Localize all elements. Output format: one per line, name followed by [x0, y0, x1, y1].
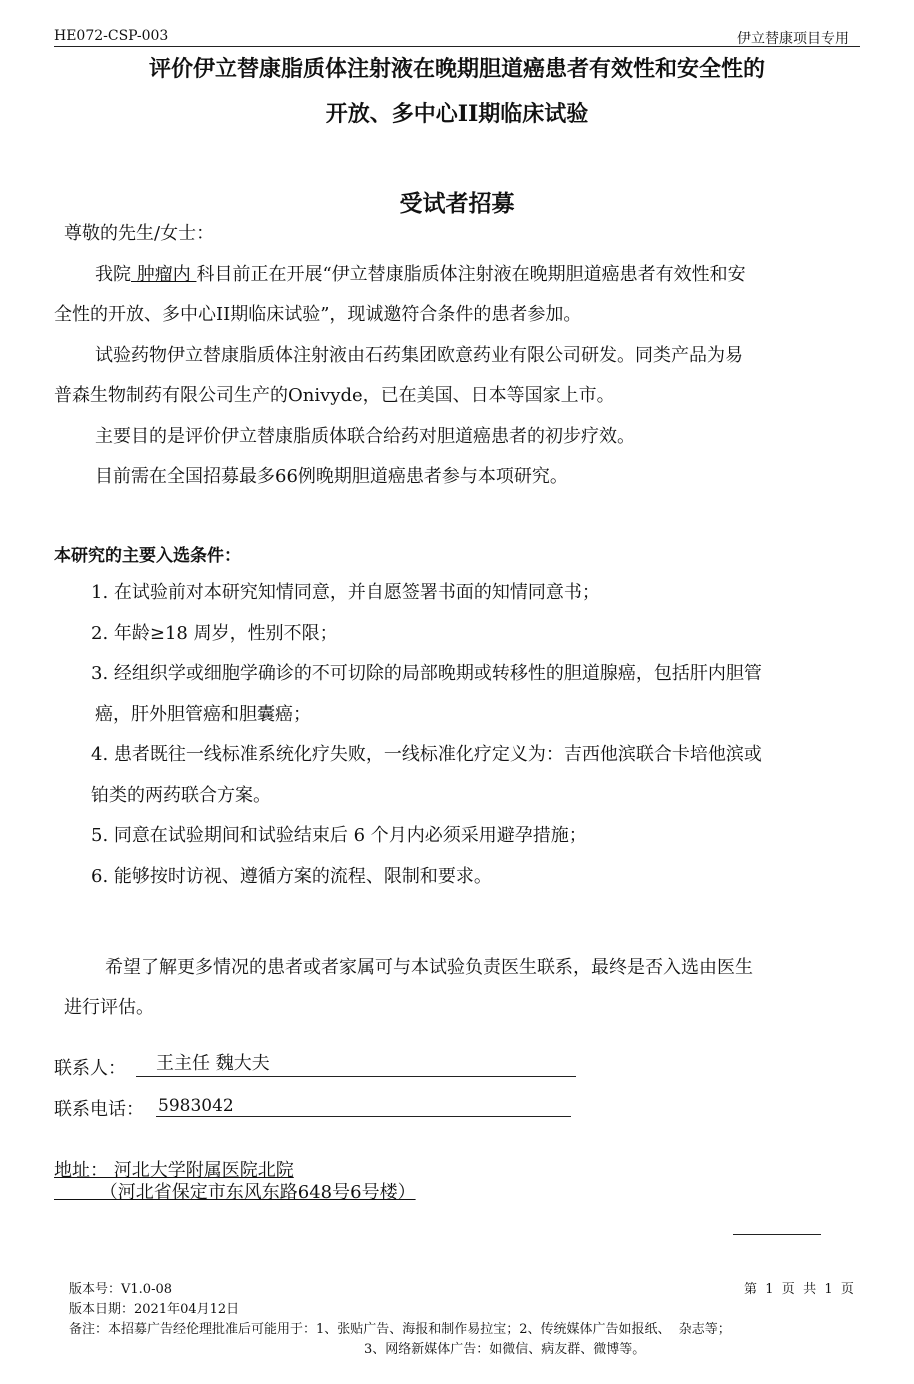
enrollment-target: 目前需在全国招募最多66例晚期胆道癌患者参与本项研究。 — [95, 466, 568, 487]
criterion-6: 6. 能够按时访视、遵循方案的流程、限制和要求。 — [91, 866, 492, 887]
intro-paragraph-1-line1 — [95, 263, 746, 287]
contact-person-underline — [136, 1076, 576, 1077]
project-tag: 伊立替康项目专用 — [737, 31, 849, 47]
contact-person-value: 王主任 魏大夫 — [156, 1053, 270, 1074]
address-hospital: 河北大学附属医院北院 — [108, 1160, 294, 1181]
greeting: 尊敬的先生/女士： — [64, 223, 215, 244]
criterion-4-line2: 铂类的两药联合方案。 — [91, 785, 271, 806]
footer-note-line2: 3、网络新媒体广告：如微信、病友群、微博等。 — [364, 1342, 646, 1357]
study-objective: 主要目的是评价伊立替康脂质体联合给药对胆道癌患者的初步疗效。 — [95, 426, 635, 447]
department-name: 肿瘤内 — [131, 264, 197, 285]
header-divider — [54, 46, 860, 47]
closing-line2: 进行评估。 — [64, 997, 154, 1018]
intro-paragraph-1-line2: 全性的开放、多中心II期临床试验”，现诚邀符合条件的患者参加。 — [54, 304, 582, 325]
criterion-4-line1: 4. 患者既往一线标准系统化疗失败，一线标准化疗定义为：吉西他滨联合卡培他滨或 — [91, 744, 762, 765]
criterion-5: 5. 同意在试验期间和试验结束后 6 个月内必须采用避孕措施； — [91, 825, 587, 846]
criterion-2: 2. 年龄≥18 周岁，性别不限； — [91, 623, 338, 644]
intro-paragraph-2-line2: 普森生物制药有限公司生产的Onivyde，已在美国、日本等国家上市。 — [54, 385, 615, 406]
contact-phone-value: 5983042 — [158, 1096, 234, 1116]
criterion-1: 1. 在试验前对本研究知情同意，并自愿签署书面的知情同意书； — [91, 582, 600, 603]
intro-paragraph-2-line1: 试验药物伊立替康脂质体注射液由石药集团欧意药业有限公司研发。同类产品为易 — [95, 345, 743, 366]
address-line2: （河北省保定市东风东路648号6号楼） — [54, 1182, 416, 1203]
page-title-line1: 评价伊立替康脂质体注射液在晚期胆道癌患者有效性和安全性的 — [148, 56, 765, 82]
contact-phone-underline — [156, 1116, 571, 1117]
version-date: 版本日期：2021年04月12日 — [69, 1302, 240, 1317]
closing-line1: 希望了解更多情况的患者或者家属可与本试验负责医生联系，最终是否入选由医生 — [105, 957, 753, 978]
recruitment-heading: 受试者招募 — [399, 190, 515, 217]
contact-person-label: 联系人： — [54, 1058, 126, 1079]
page-indicator: 第 1 页 共 1 页 — [744, 1282, 854, 1297]
address-label: 地址： — [54, 1160, 108, 1181]
signature-blank-line — [733, 1234, 821, 1235]
intro-text: 科目前正在开展“伊立替康脂质体注射液在晚期胆道癌患者有效性和安 — [196, 264, 746, 285]
criterion-3-line1: 3. 经组织学或细胞学确诊的不可切除的局部晚期或转移性的胆道腺癌，包括肝内胆管 — [91, 663, 762, 684]
footer-note-line1: 备注：本招募广告经伦理批准后可能用于：1、张贴广告、海报和制作易拉宝；2、传统媒体广告如报纸、 杂志等； — [69, 1322, 731, 1337]
criterion-3-line2: 癌，肝外胆管癌和胆囊癌； — [95, 704, 311, 725]
contact-phone-label: 联系电话： — [54, 1099, 144, 1120]
address-line1 — [54, 1159, 294, 1183]
page-title-line2: 开放、多中心II期临床试验 — [325, 101, 589, 127]
version-number: 版本号：V1.0-08 — [69, 1282, 172, 1297]
intro-prefix: 我院 — [95, 264, 131, 285]
criteria-heading: 本研究的主要入选条件： — [54, 546, 241, 566]
document-code: HE072-CSP-003 — [54, 28, 169, 44]
